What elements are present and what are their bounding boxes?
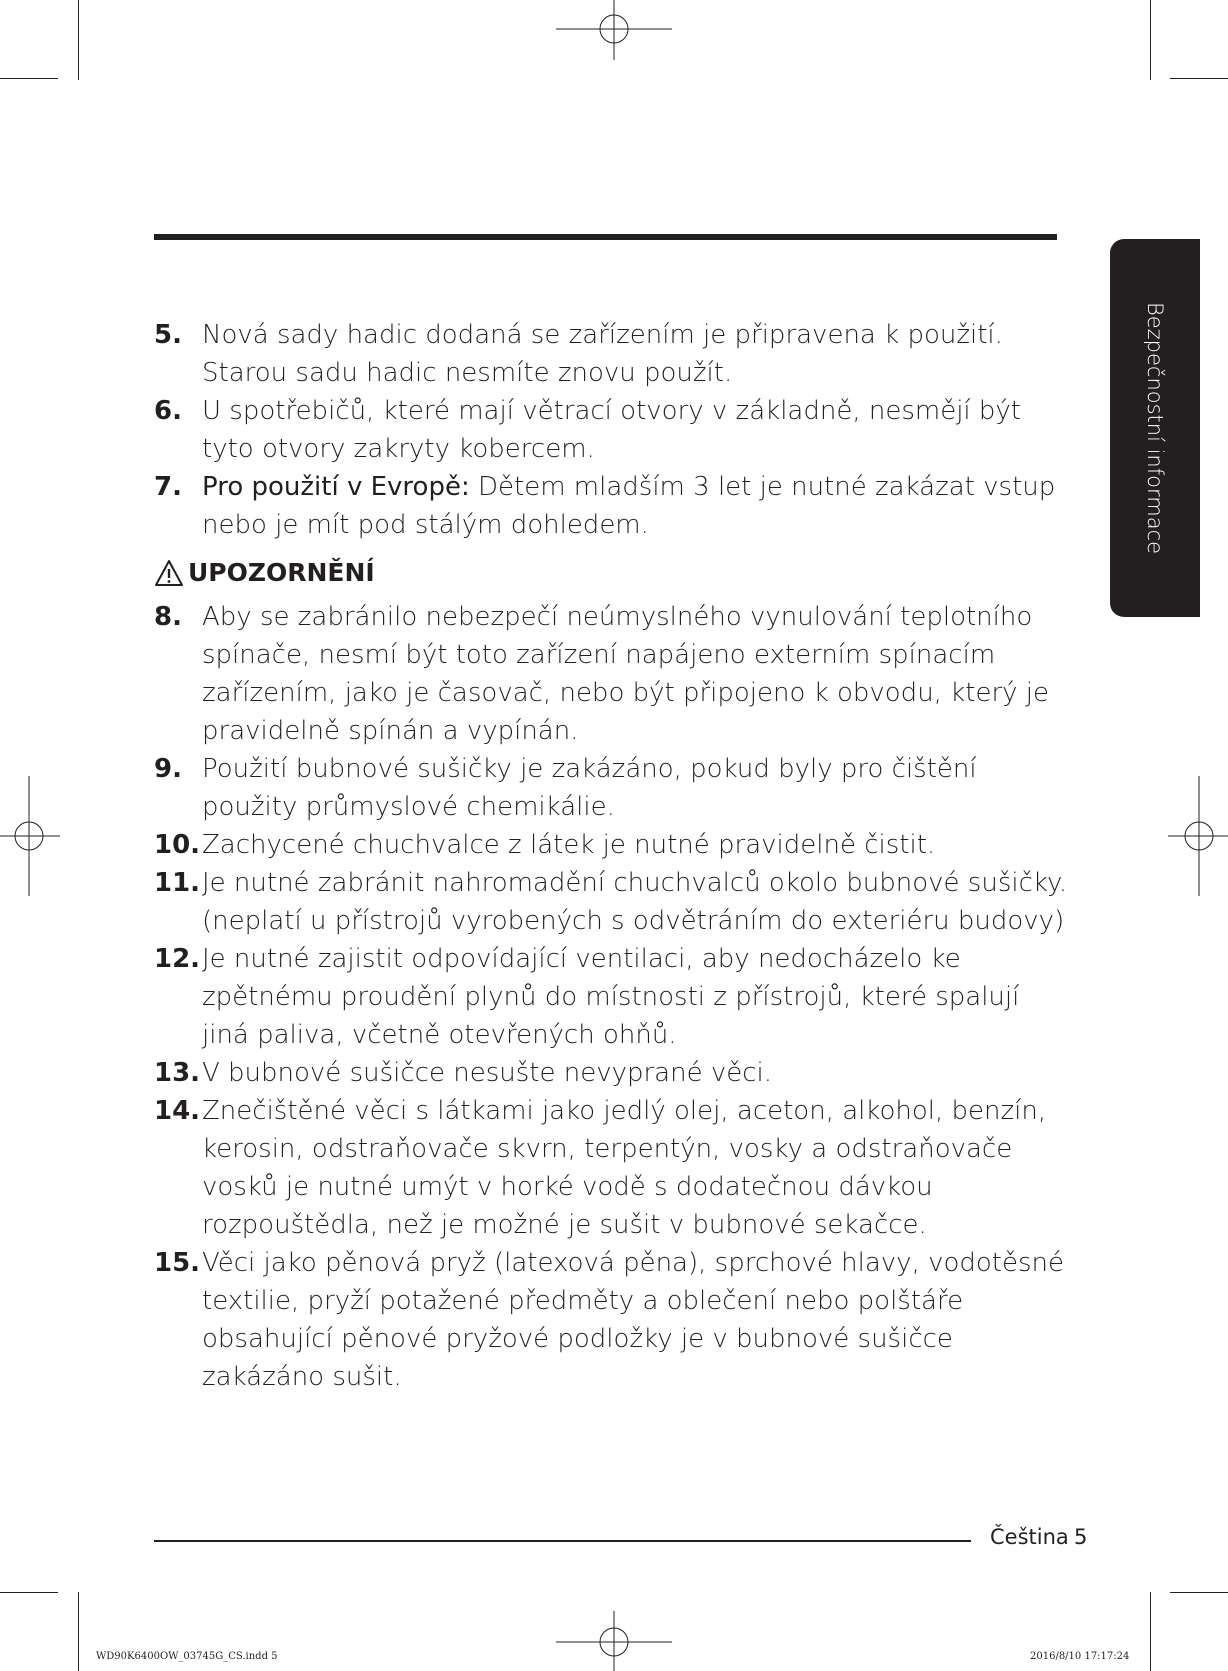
crop-mark xyxy=(0,78,58,79)
registration-mark-bottom xyxy=(556,1611,672,1671)
section-tab-label: Bezpečnostní informace xyxy=(1143,301,1167,555)
registration-mark-right xyxy=(1168,776,1228,896)
item-number: 11. xyxy=(154,868,201,898)
item-number: 6. xyxy=(154,396,182,426)
list-item xyxy=(154,826,1074,864)
item-number: 15. xyxy=(154,1248,201,1278)
footer-rule xyxy=(154,1540,971,1542)
slug-timestamp: 2016/8/10 17:17:24 xyxy=(1030,1651,1130,1662)
item-number: 13. xyxy=(154,1058,201,1088)
item-text: Nová sady hadic dodaná se zařízením je připravena k použití. Starou sadu hadic nesmíte znovu použít. xyxy=(202,320,1003,388)
item-text: Věci jako pěnová pryž (latexová pěna), sprchové hlavy, vodotěsné textilie, pryží potažené předměty a oblečení nebo polštáře obsahující pěnové pryžové podložky je v bubnové sušičce zakázáno sušit. xyxy=(202,1248,1065,1392)
list-item xyxy=(154,940,1074,1054)
section-tab xyxy=(1110,239,1200,617)
header-rule xyxy=(154,234,1057,240)
footer-language: Čeština xyxy=(990,1525,1069,1549)
list-item xyxy=(154,1054,1074,1092)
item-number: 10. xyxy=(154,830,201,860)
item-text xyxy=(202,468,1074,544)
item-body: Dětem mladším 3 let je nutné zakázat vstup nebo je mít pod stálým dohledem. xyxy=(202,472,1056,540)
caution-label: UPOZORNĚNÍ xyxy=(188,558,375,587)
list-item xyxy=(154,1092,1074,1244)
slug-filename: WD90K6400OW_03745G_CS.indd 5 xyxy=(96,1651,278,1662)
item-text: Zachycené chuchvalce z látek je nutné pravidelně čistit. xyxy=(202,830,936,860)
caution-heading xyxy=(154,554,1074,592)
page-number: 5 xyxy=(1074,1525,1088,1549)
registration-mark-top xyxy=(556,0,672,60)
list-item xyxy=(154,864,1074,940)
item-text: Použití bubnové sušičky je zakázáno, pokud byly pro čištění použity průmyslové chemikálie. xyxy=(202,754,977,822)
item-number: 14. xyxy=(154,1096,201,1126)
list-item xyxy=(154,468,1074,544)
crop-mark xyxy=(78,1592,79,1671)
crop-mark xyxy=(1150,1592,1151,1671)
crop-mark xyxy=(78,0,79,80)
item-text: U spotřebičů, které mají větrací otvory v základně, nesmějí být tyto otvory zakryty kobercem. xyxy=(202,396,1021,464)
crop-mark xyxy=(1170,1592,1228,1593)
crop-mark xyxy=(0,1592,58,1593)
item-lead: Pro použití v Evropě: xyxy=(202,472,470,502)
crop-mark xyxy=(1170,78,1228,79)
crop-mark xyxy=(1150,0,1151,80)
item-text: Je nutné zajistit odpovídající ventilaci, aby nedocházelo ke zpětnému proudění plynů do místnosti z přístrojů, které spalují jiná paliva, včetně otevřených ohňů. xyxy=(202,944,1020,1050)
item-number: 5. xyxy=(154,320,182,350)
item-text: V bubnové sušičce nesušte nevyprané věci. xyxy=(202,1058,772,1088)
list-item xyxy=(154,598,1074,750)
warning-triangle-icon xyxy=(154,559,184,587)
list-item xyxy=(154,316,1074,392)
safety-list xyxy=(154,316,1074,1396)
item-text: Znečištěné věci s látkami jako jedlý olej, aceton, alkohol, benzín, kerosin, odstraňovače skvrn, terpentýn, vosky a odstraňovače vosků je nutné umýt v horké vodě s dodatečnou dávkou rozpouštědla, než je možné je sušit v bubnové sekačce. xyxy=(202,1096,1047,1240)
item-text: Aby se zabránilo nebezpečí neúmyslného vynulování teplotního spínače, nesmí být toto zařízení napájeno externím spínacím zařízením, jako je časovač, nebo být připojeno k obvodu, který je pravidelně spínán a vypínán. xyxy=(202,602,1050,746)
item-number: 12. xyxy=(154,944,201,974)
item-number: 7. xyxy=(154,472,182,502)
item-text: Je nutné zabránit nahromadění chuchvalců okolo bubnové sušičky. (neplatí u přístrojů vyrobených s odvětráním do exteriéru budovy) xyxy=(202,868,1067,936)
item-number: 8. xyxy=(154,602,182,632)
list-item xyxy=(154,750,1074,826)
item-number: 9. xyxy=(154,754,182,784)
list-item xyxy=(154,392,1074,468)
list-item xyxy=(154,1244,1074,1396)
registration-mark-left xyxy=(0,776,60,896)
